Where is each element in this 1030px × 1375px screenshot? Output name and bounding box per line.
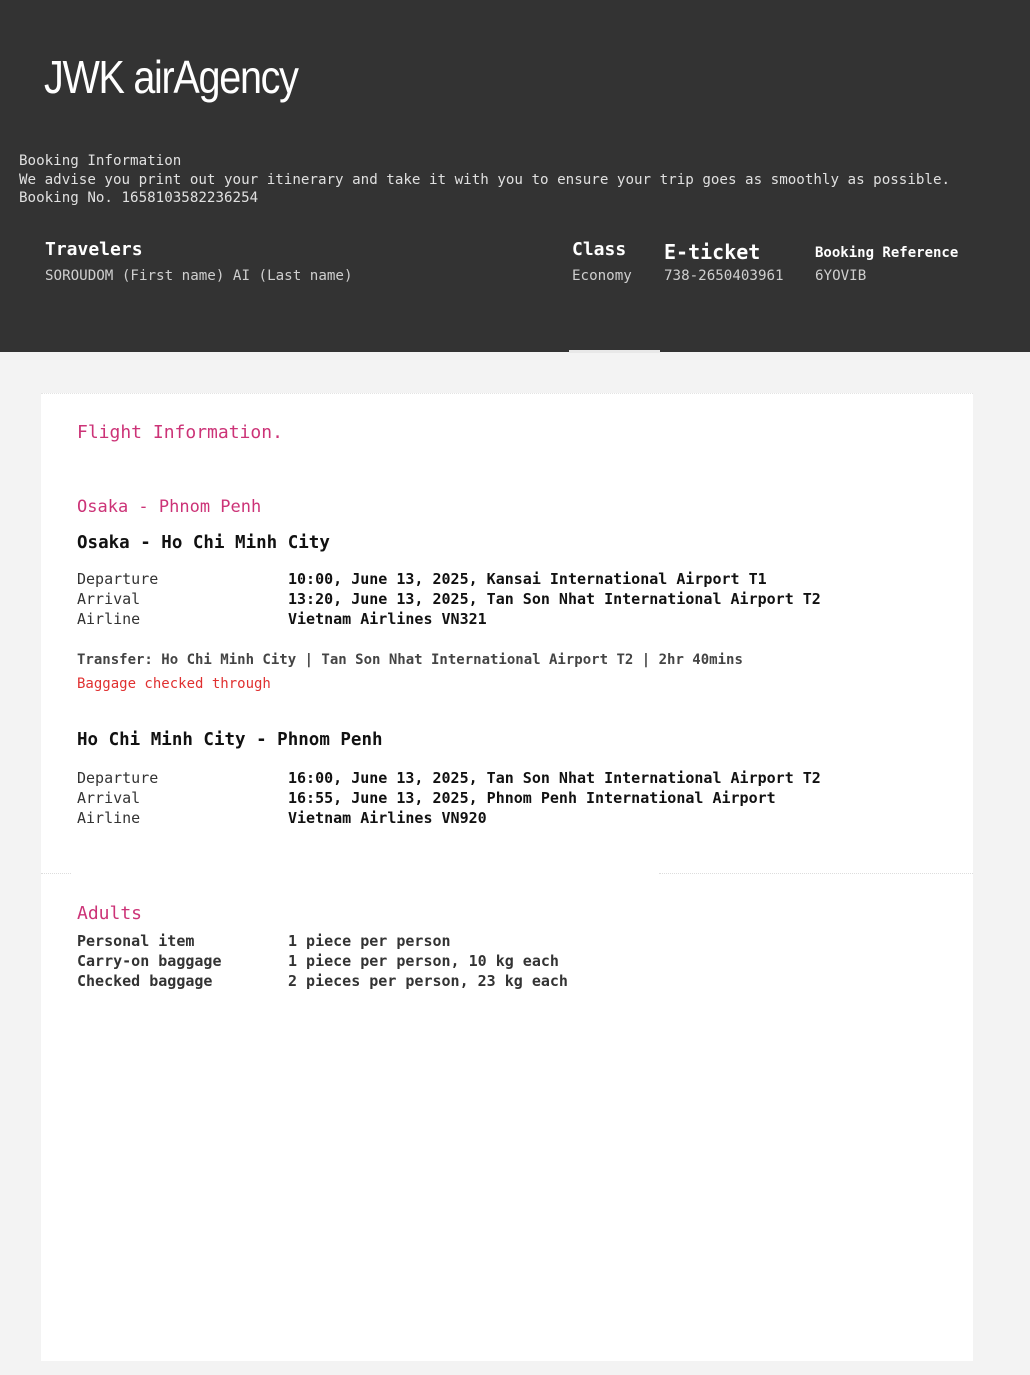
brand-logo: JWK airAgency (44, 51, 298, 103)
booking-reference-column (815, 238, 958, 286)
itinerary-card (41, 393, 973, 1361)
departure-value: 16:00, June 13, 2025, Tan Son Nhat International Airport T2 (288, 769, 821, 787)
baggage-label: Checked baggage (77, 972, 213, 990)
arrival-value: 13:20, June 13, 2025, Tan Son Nhat International Airport T2 (288, 590, 821, 608)
departure-label: Departure (77, 570, 159, 588)
adults-title: Adults (77, 903, 143, 924)
flight-information-title: Flight Information. (77, 422, 283, 443)
travelers-value: SOROUDOM (First name) AI (Last name) (45, 268, 353, 284)
arrival-value: 16:55, June 13, 2025, Phnom Penh International Airport (288, 789, 776, 807)
segment-1-title: Osaka - Ho Chi Minh City (77, 533, 330, 553)
eticket-label: E-ticket (664, 240, 761, 264)
route-title: Osaka - Phnom Penh (77, 497, 262, 517)
baggage-label: Carry-on baggage (77, 952, 222, 970)
airline-value: Vietnam Airlines VN321 (288, 610, 487, 628)
segment-2-title: Ho Chi Minh City - Phnom Penh (77, 730, 383, 750)
active-tab-indicator (569, 350, 660, 353)
eticket-value: 738-2650403961 (664, 268, 784, 284)
section-divider (41, 873, 71, 874)
booking-advice: We advise you print out your itinerary and take it with you to ensure your trip goes as smoothly as possible. (19, 171, 951, 188)
airline-label: Airline (77, 610, 141, 628)
baggage-value: 1 piece per person (288, 932, 451, 950)
booking-info (19, 152, 950, 208)
baggage-value: 1 piece per person, 10 kg each (288, 952, 559, 970)
arrival-label: Arrival (77, 789, 141, 807)
eticket-column (664, 238, 784, 286)
baggage-value: 2 pieces per person, 23 kg each (288, 972, 568, 990)
travelers-column (45, 238, 353, 286)
transfer-info: Transfer: Ho Chi Minh City | Tan Son Nhat International Airport T2 | 2hr 40mins (77, 652, 743, 668)
booking-reference-label: Booking Reference (815, 245, 959, 261)
class-label: Class (572, 239, 627, 260)
booking-info-title: Booking Information (19, 153, 182, 169)
header (0, 0, 1030, 352)
airline-label: Airline (77, 809, 141, 827)
departure-value: 10:00, June 13, 2025, Kansai International Airport T1 (288, 570, 767, 588)
travelers-label: Travelers (45, 239, 143, 260)
class-value: Economy (572, 268, 632, 284)
section-divider (659, 873, 973, 874)
airline-value: Vietnam Airlines VN920 (288, 809, 487, 827)
baggage-label: Personal item (77, 932, 195, 950)
booking-number: Booking No. 1658103582236254 (19, 190, 259, 206)
baggage-checked-through: Baggage checked through (77, 676, 271, 692)
booking-reference-value: 6YOVIB (815, 268, 867, 284)
class-column[interactable] (572, 238, 632, 286)
departure-label: Departure (77, 769, 159, 787)
arrival-label: Arrival (77, 590, 141, 608)
